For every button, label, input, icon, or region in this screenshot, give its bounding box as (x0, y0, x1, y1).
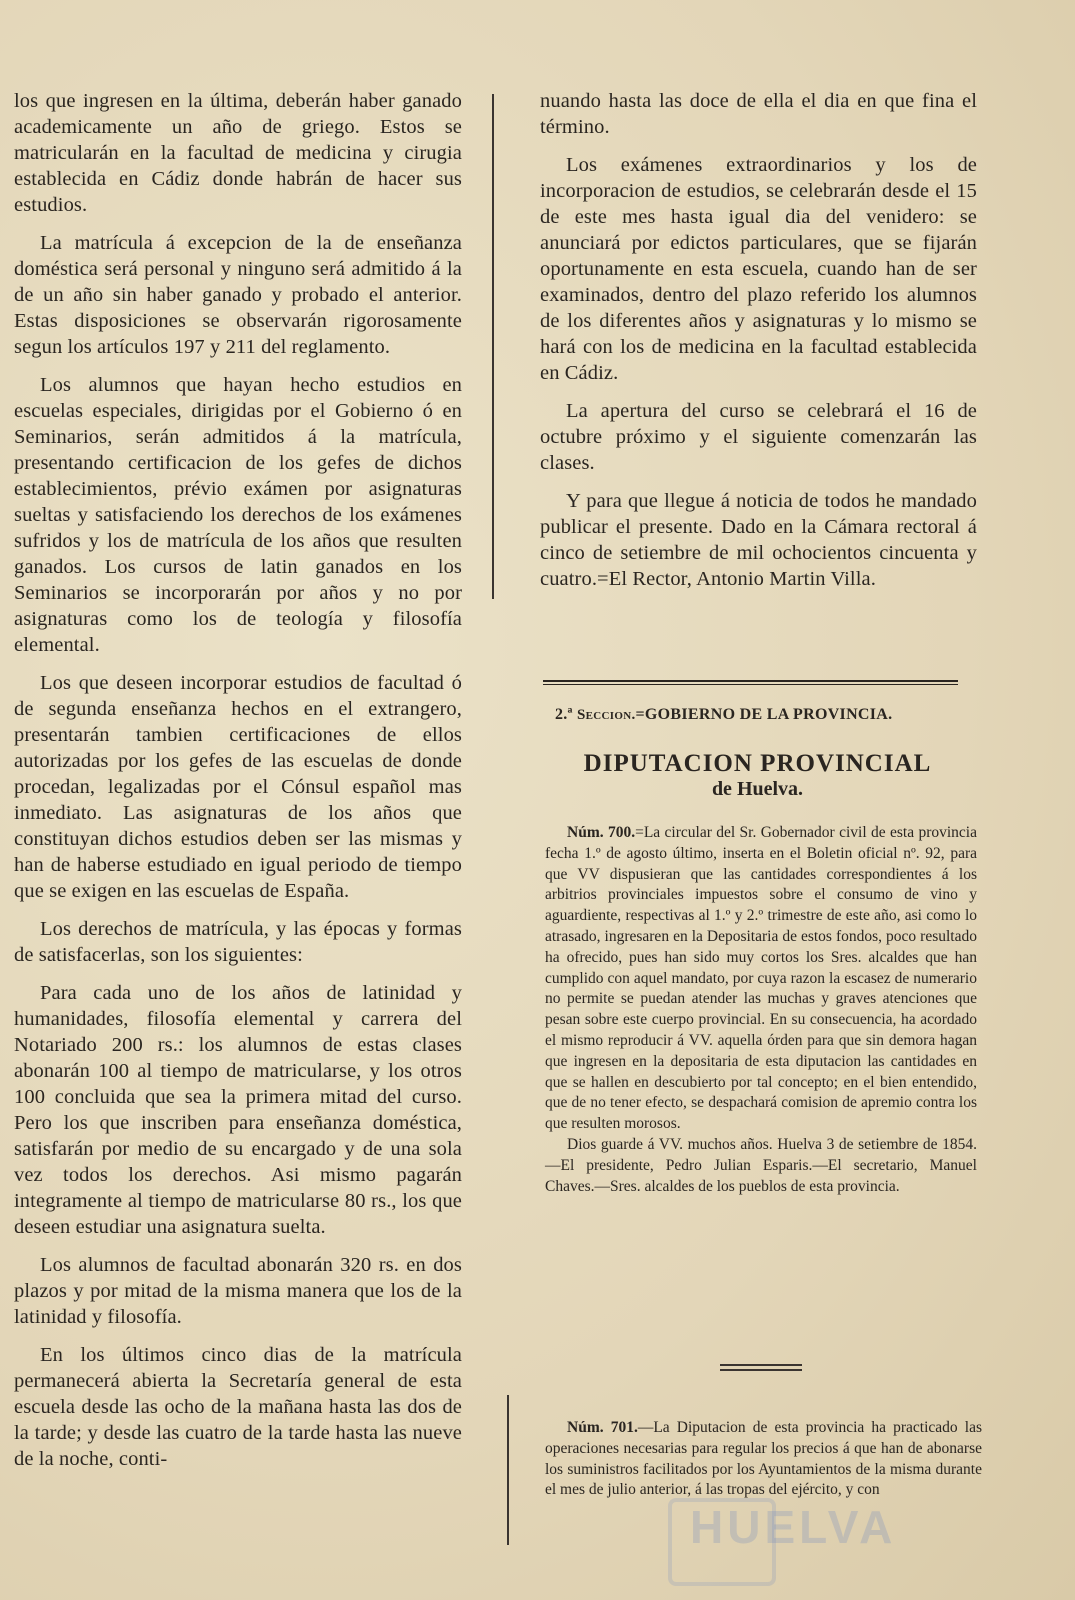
left-paragraph-1: los que ingresen en la última, deberán haber ganado academicamente un año de griego. Estos se matricularán en la facultad de medicina y cirugia establecida en Cádiz donde habrán de hacer sus estudios. (14, 90, 462, 216)
notice-700-closing: Dios guarde á VV. muchos años. Huelva 3 de setiembre de 1854.—El presidente, Pedro Julian Esparis.—El secretario, Manuel Chaves.—Sres. alcaldes de los pueblos de esta provincia. (545, 1135, 977, 1195)
left-paragraph-8: En los últimos cinco dias de la matrícula permanecerá abierta la Secretaría general de esta escuela desde las ocho de la mañana hasta las dos de la tarde; y desde las cuatro de la tarde hasta las nueve de la noche, conti- (14, 1344, 462, 1470)
right-paragraph-2: Los exámenes extraordinarios y los de incorporacion de estudios, se celebrarán desde el 15 de este mes hasta igual dia del venidero: se anunciará por edictos particulares, que se fijarán oportunamente en esta escuela, cuando han de ser examinados, dentro del plazo referido los alumnos de los diferentes años y asignaturas y lo mismo se hará con los de medicina en la facultad establecida en Cádiz. (540, 154, 977, 384)
notice-701-label: Núm. 701. (567, 1419, 638, 1436)
right-paragraph-4: Y para que llegue á noticia de todos he mandado publicar el presente. Dado en la Cámara rectoral á cinco de setiembre de mil ochocientos cincuenta y cuatro.=El Rector, Antonio Martin Villa. (540, 490, 977, 590)
ornament-divider (720, 1364, 802, 1374)
notice-700 (545, 823, 977, 1197)
section-divider (543, 680, 958, 685)
notice-700-body (545, 823, 977, 1135)
notice-701-body (545, 1418, 982, 1501)
section-title: =GOBIERNO DE LA PROVINCIA. (635, 706, 893, 723)
watermark-text: HUELVA (690, 1501, 897, 1553)
notice-700-text: =La circular del Sr. Gobernador civil de esta provincia fecha 1.º de agosto último, inserta en el Boletin oficial nº. 92, para que VV dispusieran que las cantidades correspondientes á los arbitrios provinciales impuestos sobre el consumo de vino y aguardiente, respectivas al 1.º y 2.º trimestre de este año, asi como lo atrasado, ingresaren en la Depositaria de estos fondos, poco resultado ha ofrecido, pues han sido muy cortos los Sres. alcaldes que han cumplido con aquel mandato, por cuya razon la escasez de numerario no permite se puedan atender las muchas y graves atenciones que pesan sobre este cuerpo provincial. En su consecuencia, ha acordado el mismo reproducir á VV. aquella órden para que sin demora hagan que ingresen en la depositaria de esta diputacion las cantidades en que se hallen en descubierto por tal concepto; en el bien entendido, que de no tener efecto, se despachará comision de apremio contra los que resulten morosos. (545, 824, 977, 1133)
left-column (14, 88, 462, 1484)
notice-701 (545, 1418, 982, 1501)
diputacion-subtitle: de Huelva. (711, 778, 804, 800)
left-paragraph-2: La matrícula á excepcion de la de enseñanza doméstica será personal y ninguno será admitido á la de un año sin haber ganado y probado el anterior. Estas disposiciones se observarán rigorosamente segun los artículos 197 y 211 del reglamento. (14, 232, 462, 358)
left-paragraph-5: Los derechos de matrícula, y las épocas y formas de satisfacerlas, son los siguientes: (14, 918, 462, 966)
notice-700-label: Núm. 700. (567, 824, 636, 841)
column-divider-top (492, 94, 494, 599)
diputacion-title: DIPUTACION PROVINCIAL (583, 750, 932, 777)
left-paragraph-6: Para cada uno de los años de latinidad y humanidades, filosofía elemental y carrera del Notariado 200 rs.: los alumnos de estas clases abonarán 100 al tiempo de matricularse, y los otros 100 concluida que sea la primera mitad del curso. Pero los que inscriben para enseñanza doméstica, satisfarán por medio de su encargado y de una sola vez todos los derechos. Asi mismo pagarán integramente al tiempo de matricularse 80 rs., los que deseen estudiar una asignatura suelta. (14, 982, 462, 1238)
left-paragraph-3: Los alumnos que hayan hecho estudios en escuelas especiales, dirigidas por el Gobierno ó en Seminarios, serán admitidos á la matrícula, presentando certificacion de los gefes de dichos establecimientos, prévio exámen por asignaturas sueltas y satisfaciendo los derechos de los exámenes sufridos y los de matrícula de los años que resulten ganados. Los cursos de latin ganados en los Seminarios se incorporarán por años y no por asignaturas como los de teología y filosofía elemental. (14, 374, 462, 656)
section-number: 2.ª (555, 706, 573, 723)
column-divider-bottom (507, 1395, 509, 1545)
notice-701-text: —La Diputacion de esta provincia ha practicado las operaciones necesarias para regular los precios á que han de abonarse los suministros facilitados por los Ayuntamientos de la misma durante el mes de julio anterior, á las tropas del ejército, y con (545, 1419, 982, 1499)
left-paragraph-7: Los alumnos de facultad abonarán 320 rs. en dos plazos y por mitad de la misma manera que los de la latinidad y filosofía. (14, 1254, 462, 1328)
section-heading (555, 706, 965, 724)
section-label: Seccion. (577, 707, 636, 723)
right-paragraph-3: La apertura del curso se celebrará el 16 de octubre próximo y el siguiente comenzarán las clases. (540, 400, 977, 474)
right-paragraph-1: nuando hasta las doce de ella el dia en que fina el término. (540, 90, 977, 138)
left-paragraph-4: Los que deseen incorporar estudios de facultad ó de segunda enseñanza hechos en el extrangero, presentarán tambien certificaciones de ellos autorizadas por los gefes de las escuelas de donde procedan, legalizadas por el Cónsul español mas inmediato. Las asignaturas de los años que constituyan dichos estudios deben ser las mismas y han de haberse estudiado en igual periodo de tiempo que se exigen en las escuelas de España. (14, 672, 462, 902)
right-column (540, 88, 977, 604)
